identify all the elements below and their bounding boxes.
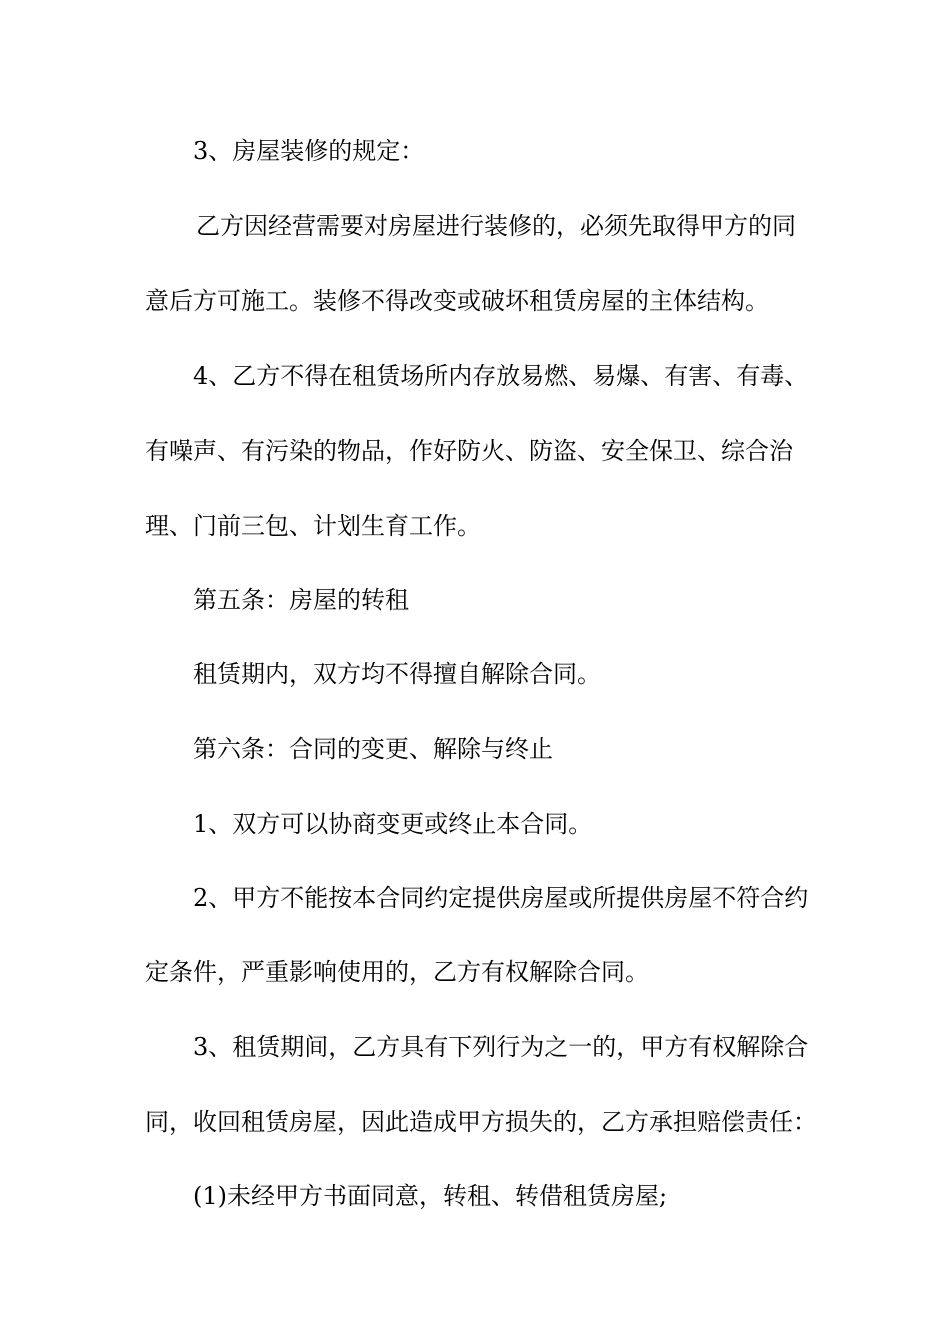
list-item-line: (1)未经甲方书面同意，转租、转借租赁房屋;: [193, 1182, 668, 1210]
paragraph-line: 理、门前三包、计划生育工作。: [145, 512, 481, 540]
paragraph-line: 租赁期内，双方均不得擅自解除合同。: [193, 660, 601, 688]
section-heading: 第六条：合同的变更、解除与终止: [193, 735, 553, 763]
paragraph-line: 有噪声、有污染的物品，作好防火、防盗、安全保卫、综合治: [145, 437, 793, 465]
paragraph-line: 2、甲方不能按本合同约定提供房屋或所提供房屋不符合约: [193, 884, 809, 912]
section-heading: 第五条：房屋的转租: [193, 586, 409, 614]
paragraph-line: 同，收回租赁房屋，因此造成甲方损失的，乙方承担赔偿责任：: [145, 1108, 817, 1136]
paragraph-line: 3、租赁期间，乙方具有下列行为之一的，甲方有权解除合: [193, 1033, 809, 1061]
paragraph-line: 意后方可施工。装修不得改变或破坏租赁房屋的主体结构。: [145, 287, 769, 315]
paragraph-line: 1、双方可以协商变更或终止本合同。: [193, 810, 593, 838]
paragraph-line: 定条件，严重影响使用的，乙方有权解除合同。: [145, 958, 649, 986]
paragraph-line: 3、房屋装修的规定：: [193, 137, 425, 165]
paragraph-line: 乙方因经营需要对房屋进行装修的，必须先取得甲方的同: [196, 212, 796, 240]
paragraph-line: 4、乙方不得在租赁场所内存放易燃、易爆、有害、有毒、: [193, 362, 809, 390]
